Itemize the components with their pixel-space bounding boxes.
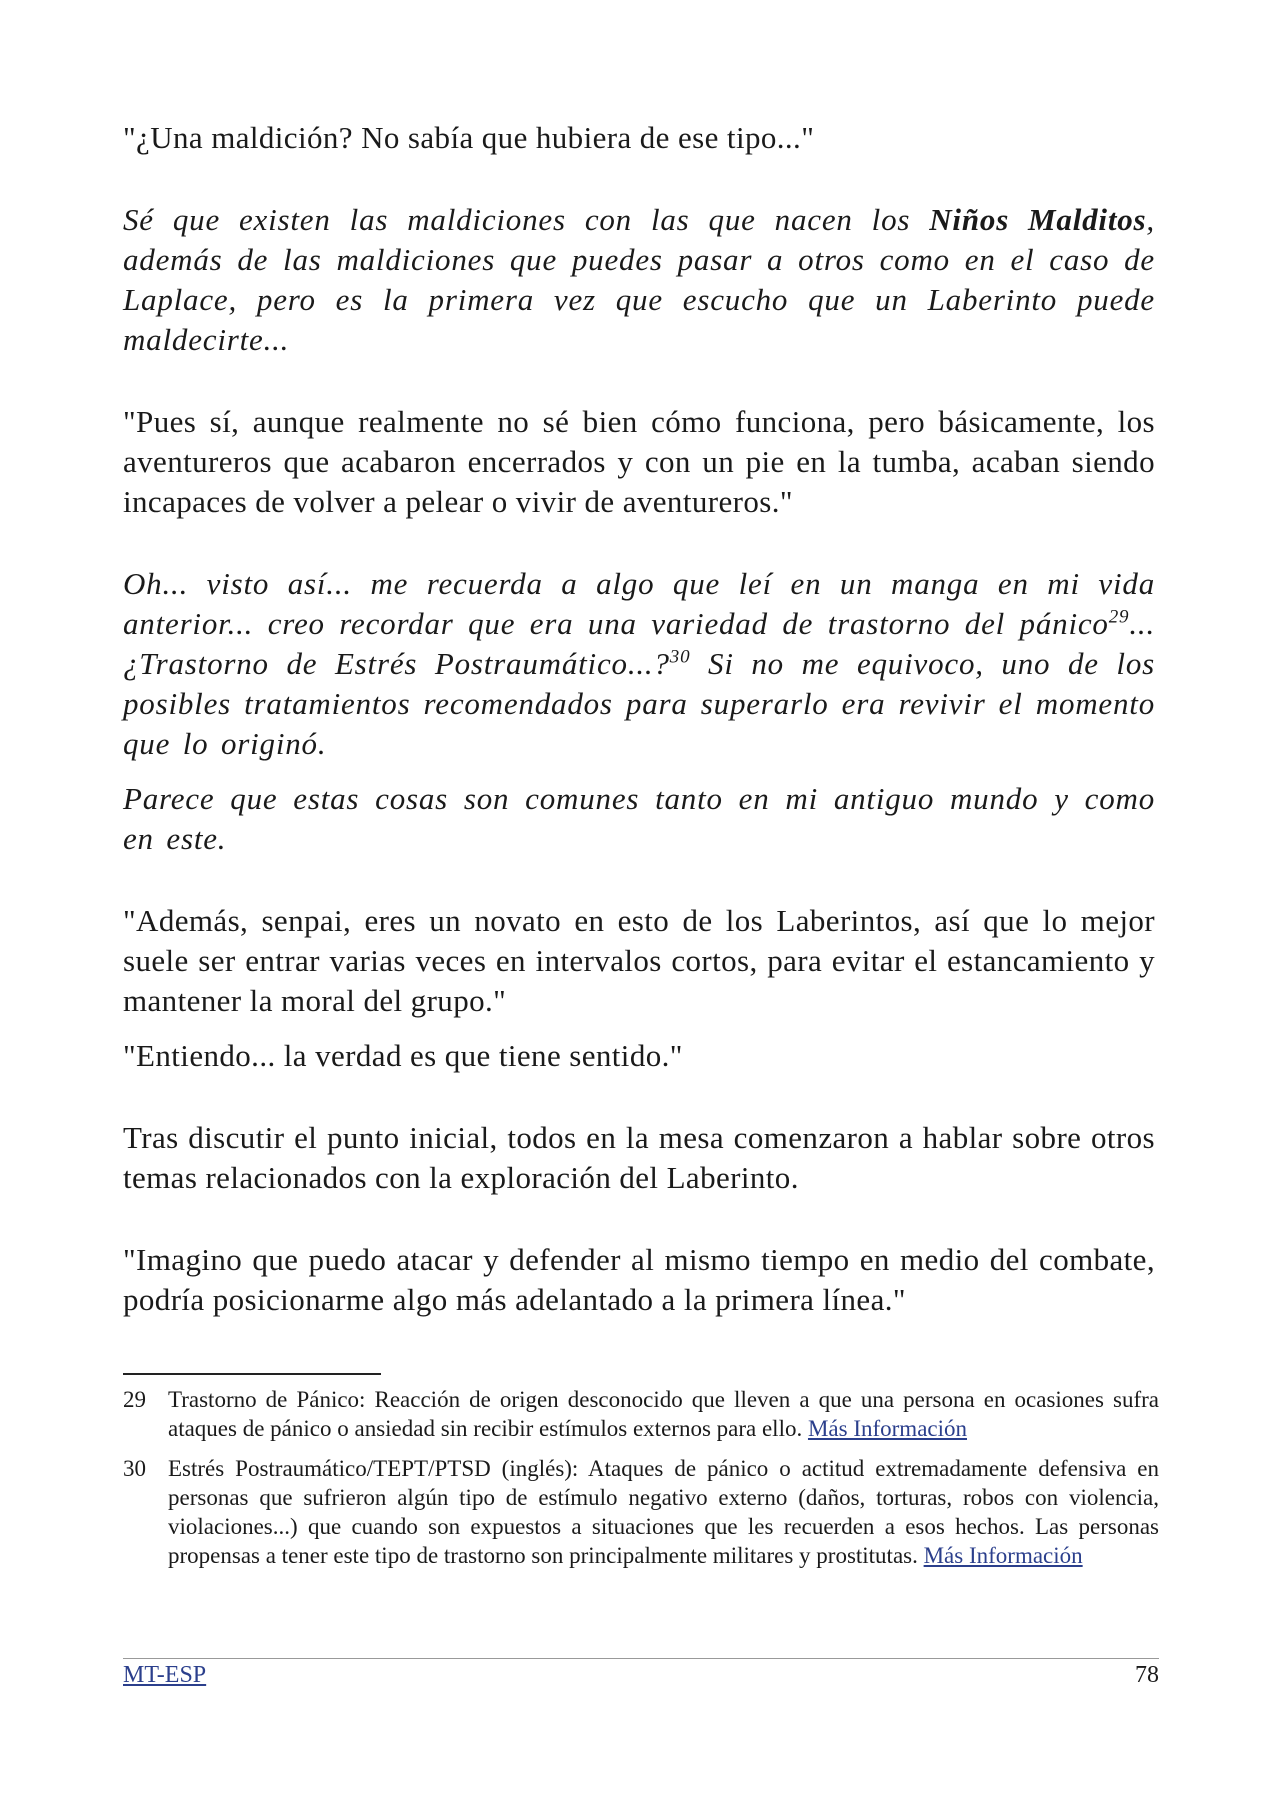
footnote-body: Trastorno de Pánico: Reacción de origen desconocido que lleven a que una persona en ocasiones sufra ataques de pánico o ansiedad sin recibir estímulos externos para ello. [168,1387,1159,1441]
dialogue-paragraph: "¿Una maldición? No sabía que hubiera de ese tipo..." [123,120,815,155]
page-number: 78 [1135,1662,1159,1688]
text-run: ... ¿Trastorno de Estrés Postraumático...? [123,606,1155,681]
more-info-link[interactable]: Más Información [923,1543,1083,1568]
footer-source-link[interactable]: MT-ESP [123,1662,207,1688]
text-run: Sé que existen las maldiciones con las que nacen los [123,202,930,237]
text-run: Si no me equivoco, uno de los posibles tratamientos recomendados para superarlo era revivir el momento que lo originó. [123,646,1156,761]
bold-term: Niños Malditos [929,202,1147,237]
narration-paragraph: Tras discutir el punto inicial, todos en la mesa comenzaron a hablar sobre otros temas relacionados con la exploración del Laberinto. [123,1120,1155,1195]
footnote-text [168,1454,1159,1570]
footnote-29 [123,1385,1159,1443]
body-text [123,118,1155,1320]
footnote-text [168,1385,1159,1443]
thought-paragraph [123,564,1155,764]
footnote-ref-29[interactable]: 29 [1108,606,1130,628]
dialogue-paragraph: "Además, senpai, eres un novato en esto de los Laberintos, así que lo mejor suele ser entrar varias veces en intervalos cortos, para evitar el estancamiento y mantener la moral del grupo." [123,903,1155,1018]
footnote-body: Estrés Postraumático/TEPT/PTSD (inglés): Ataques de pánico o actitud extremadamente defensiva en personas que sufrieron algún tipo de estímulo negativo externo (daños, torturas, robos con violencia, violaciones...) que cuando son expuestos a situaciones que les recuerden a esos hechos. Las personas propensas a tener este tipo de trastorno son principalmente militares y prostitutas. [168,1456,1159,1568]
footnote-30 [123,1454,1159,1570]
footer-divider [123,1658,1159,1659]
more-info-link[interactable]: Más Información [807,1416,968,1441]
thought-paragraph [123,200,1155,360]
footnote-number: 30 [123,1456,146,1481]
footnotes [123,1385,1159,1570]
footnote-separator [123,1373,381,1375]
footnote-ref-30[interactable]: 30 [669,646,691,668]
dialogue-paragraph: "Imagino que puedo atacar y defender al mismo tiempo en medio del combate, podría posicionarme algo más adelantado a la primera línea." [123,1242,1155,1317]
text-run: Oh... visto así... me recuerda a algo que leí en un manga en mi vida anterior... creo recordar que era una variedad de trastorno del pánico [123,566,1155,641]
thought-paragraph: Parece que estas cosas son comunes tanto en mi antiguo mundo y como en este. [123,781,1155,856]
text-run: , además de las maldiciones que puedes pasar a otros como en el caso de Laplace, pero es la primera vez que escucho que un Laberinto puede maldecirte... [123,202,1155,357]
footnote-number: 29 [123,1387,146,1412]
dialogue-paragraph: "Entiendo... la verdad es que tiene sentido." [123,1038,683,1073]
dialogue-paragraph: "Pues sí, aunque realmente no sé bien cómo funciona, pero básicamente, los aventureros que acabaron encerrados y con un pie en la tumba, acaban siendo incapaces de volver a pelear o vivir de aventureros." [123,404,1155,519]
